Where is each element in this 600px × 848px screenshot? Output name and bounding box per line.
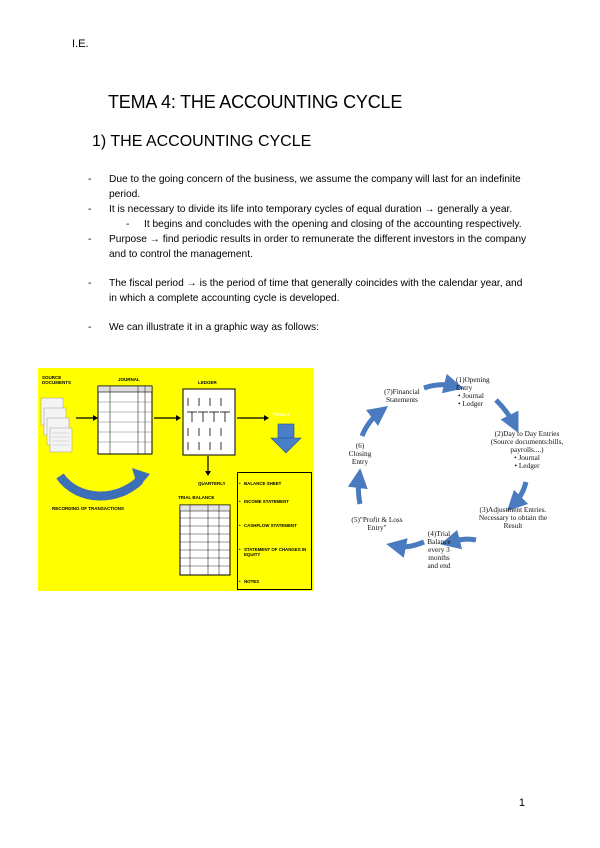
bullet-text: Purpose → find periodic results in order to remunerate the different investors in the company and to control the management. [109, 234, 527, 260]
label-yearly: YEARLY [272, 412, 290, 417]
accounting-cycle-diagram [336, 370, 572, 596]
financial-statements-box [237, 472, 312, 590]
bullet-item [88, 320, 528, 335]
label-source-documents: SOURCE DOCUMENTS [42, 375, 71, 385]
bullet-text: The fiscal period → is the period of time that generally coincides with the calendar year, and in which a complete accounting cycle is developed. [109, 278, 523, 304]
document-title: TEMA 4: THE ACCOUNTING CYCLE [108, 92, 403, 112]
source-documents-icon [41, 398, 72, 452]
bullet-marker: - [88, 322, 92, 333]
bullet-item [88, 172, 528, 202]
step-2-bullet-2: • Ledger [514, 461, 540, 470]
journal-icon [98, 386, 152, 454]
fs-balance-sheet: • BALANCE SHEET [244, 481, 308, 486]
step-2-title: (2)Day to Day Entries [494, 429, 560, 438]
fs-cashflow-statement: • CASHFLOW STATEMENT [244, 523, 308, 528]
trial-balance-table [180, 505, 230, 575]
step-1-title: (1)Opening Entry [456, 375, 490, 392]
fs-income-statement: • INCOME STATEMENT [244, 499, 308, 504]
label-trial-balance: TRIAL BALANCE [178, 495, 215, 500]
bullet-item [88, 232, 528, 262]
cycle-step-1 [456, 376, 506, 408]
step-1-bullet-2: • Ledger [458, 399, 484, 408]
bullet-item [88, 276, 528, 306]
recording-curved-arrow-icon [60, 468, 150, 496]
accounting-flow-figure [38, 368, 314, 591]
ledger-icon [183, 389, 235, 455]
cycle-step-7: (7)Financial Statements [384, 387, 420, 404]
fs-notes: • NOTES [244, 579, 308, 584]
bullet-item [88, 202, 528, 217]
step-2-subtitle: (Source documents:bills, payrolls....) [490, 437, 564, 454]
step-3-subtitle: Necessary to obtain the Result [478, 513, 548, 530]
cycle-step-6: (6) Closing Entry [348, 441, 372, 466]
arrow-2-to-3 [514, 482, 526, 504]
arrow-7-to-1 [424, 385, 454, 388]
arrow-4-to-5 [396, 542, 424, 547]
cycle-step-4: (4)Trial Balance every 3 months and end [427, 529, 451, 570]
bullet-text: Due to the going concern of the business, we assume the company will last for an indefinite period. [109, 174, 521, 200]
label-quarterly: QUARTERLY [198, 481, 226, 486]
arrow-5-to-6 [358, 478, 360, 504]
bullet-marker: - [88, 234, 92, 245]
label-journal: JOURNAL [118, 377, 140, 382]
cycle-arrows [336, 370, 572, 596]
sub-bullet-item [88, 217, 528, 232]
step-1-bullet-1: • Journal [458, 391, 484, 400]
label-ledger: LEDGER [198, 380, 217, 385]
fs-changes-in-equity: • STATEMENT OF CHANGES IN EQUITY [244, 547, 308, 557]
step-2-bullet-1: • Journal [514, 453, 540, 462]
header-initials: I.E. [72, 38, 89, 50]
step-3-title: (3)Adjustment Entries. [479, 505, 547, 514]
bullet-list [88, 172, 528, 335]
bullet-text: It begins and concludes with the opening and closing of the accounting respectively. [144, 219, 522, 230]
arrow-6-to-7 [362, 412, 380, 436]
bullet-marker: - [88, 278, 92, 289]
bullet-marker: - [88, 174, 92, 185]
page-number: 1 [518, 797, 525, 809]
section-title: 1) THE ACCOUNTING CYCLE [92, 133, 312, 150]
bullet-text: It is necessary to divide its life into temporary cycles of equal duration → generally a year. [109, 204, 513, 215]
label-recording-transactions: RECORDING OF TRANSACTIONS [52, 506, 124, 511]
cycle-step-2 [486, 430, 568, 470]
bullet-marker: - [126, 219, 130, 230]
cycle-step-3 [476, 506, 550, 530]
bullet-marker: - [88, 204, 92, 215]
cycle-step-5: (5)"Profit & Loss Entry" [351, 515, 403, 532]
bullet-text: We can illustrate it in a graphic way as follows: [109, 322, 319, 333]
yearly-arrow-icon [271, 424, 301, 453]
